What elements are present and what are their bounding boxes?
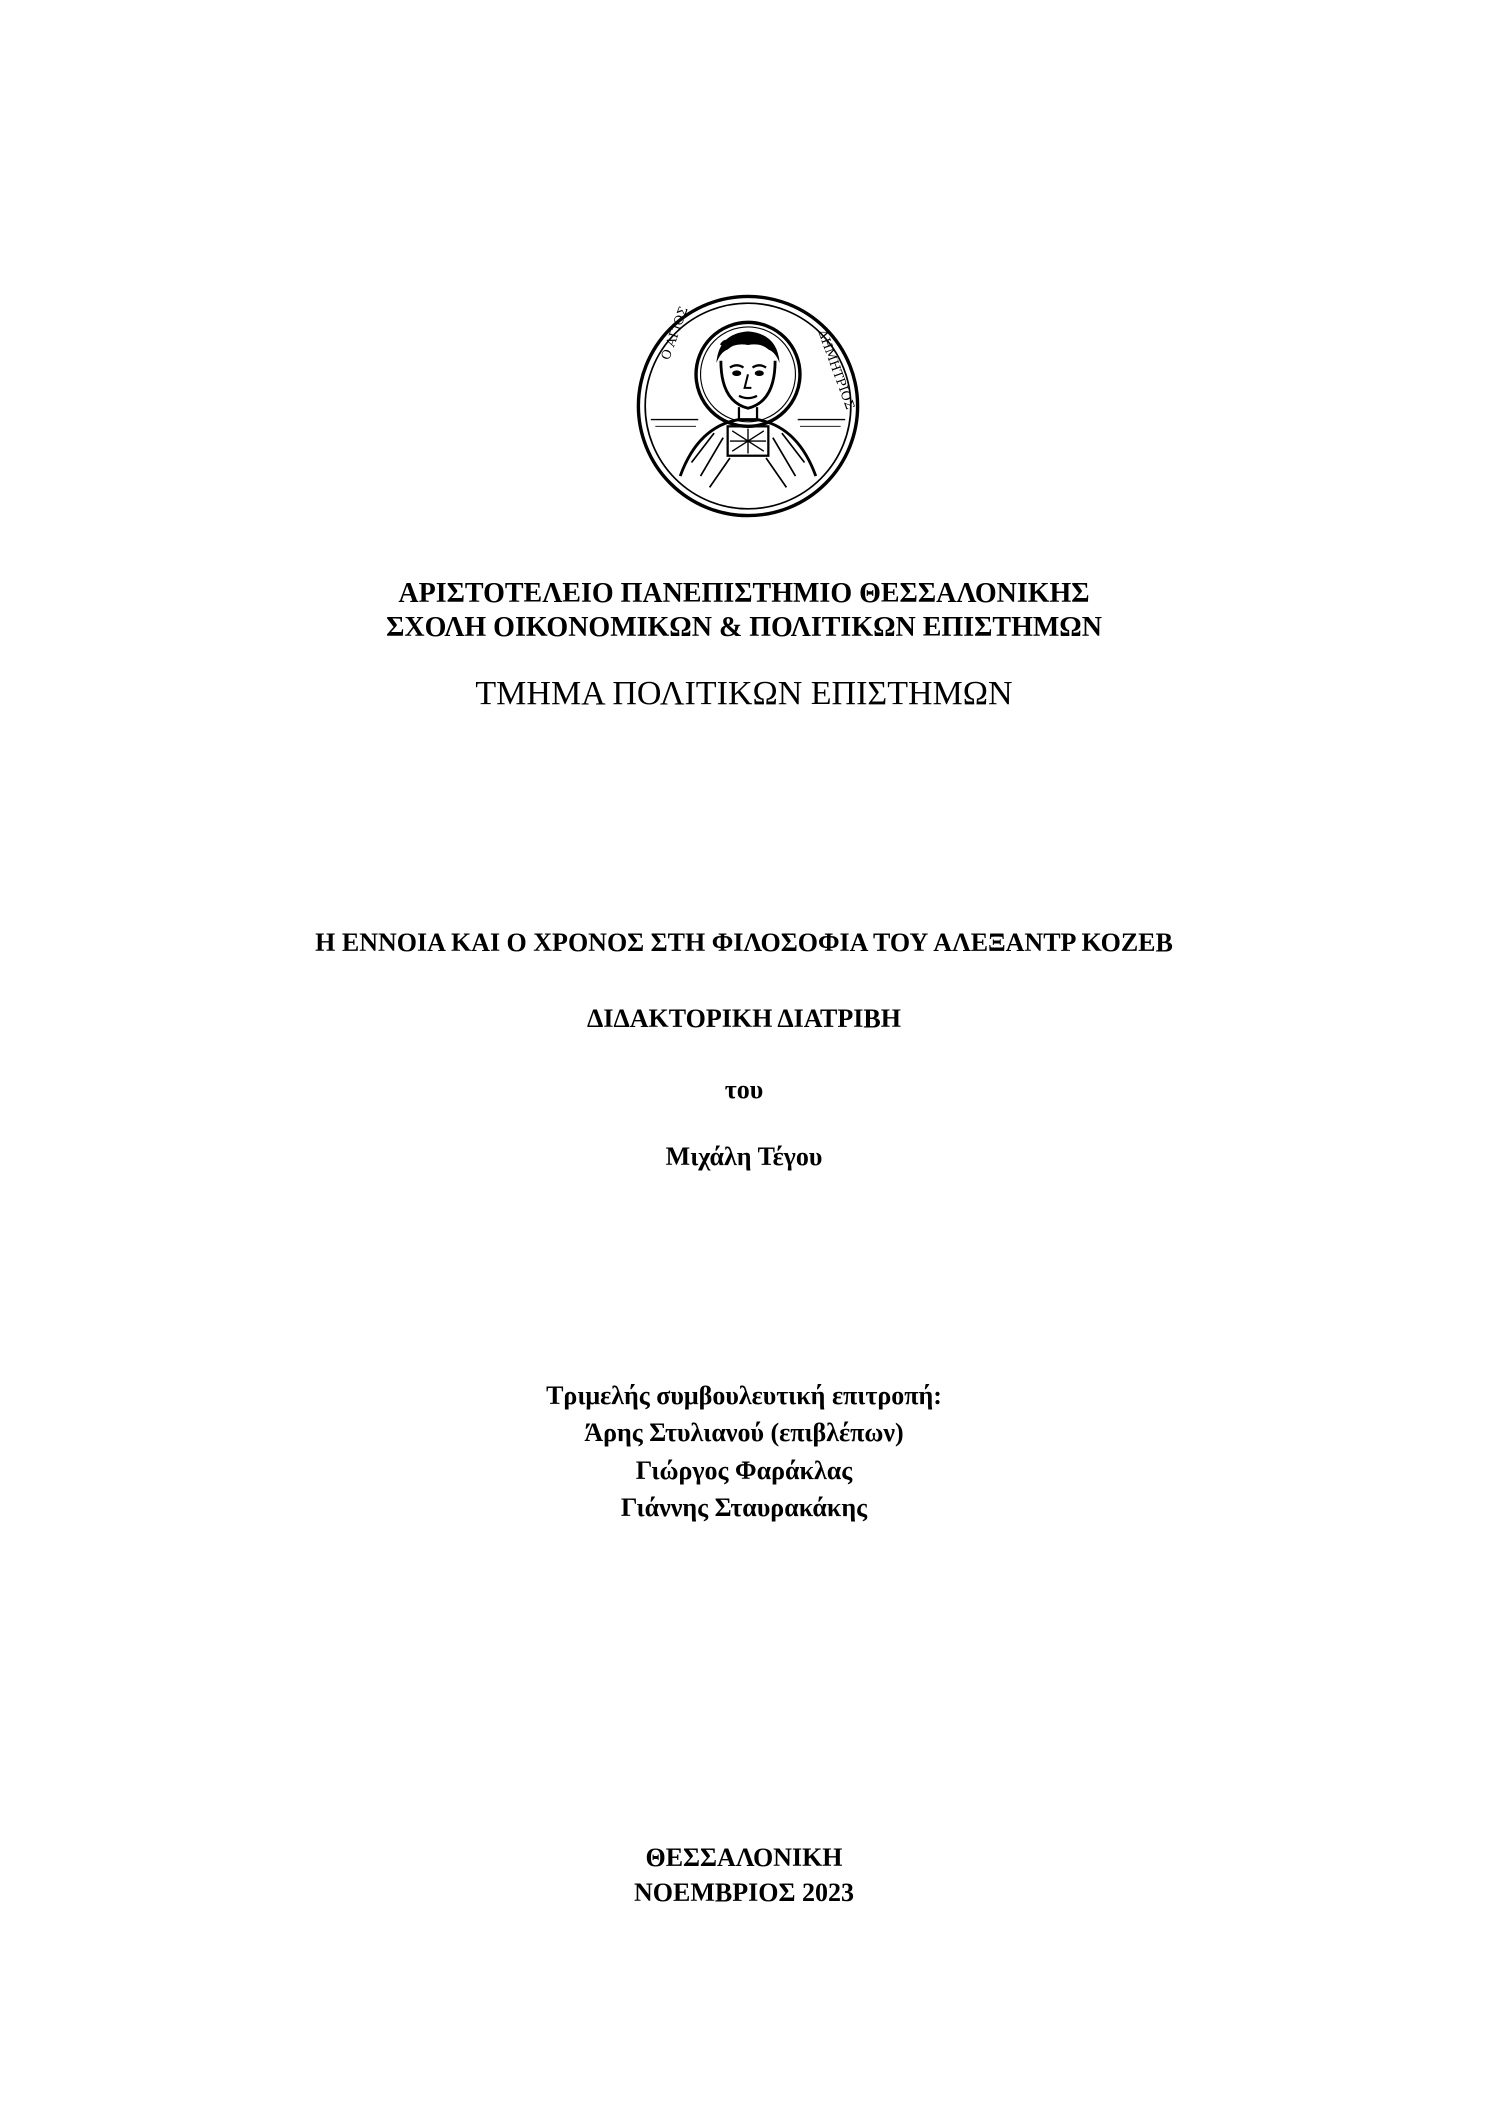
seal-inscription-left: Ο ΑΓΙΟΣ: [657, 304, 691, 362]
seal-inscription-right: ΔΗΜΗΤΡΙΟΣ: [815, 327, 859, 412]
department-name: ΤΜΗΜΑ ΠΟΛΙΤΙΚΩΝ ΕΠΙΣΤΗΜΩΝ: [475, 675, 1013, 712]
committee-member: Άρης Στυλιανού (επιβλέπων): [584, 1418, 904, 1447]
university-name: ΑΡΙΣΤΟΤΕΛΕΙΟ ΠΑΝΕΠΙΣΤΗΜΙΟ ΘΕΣΣΑΛΟΝΙΚΗΣ: [398, 578, 1090, 609]
thesis-title: Η ΕΝΝΟΙΑ ΚΑΙ Ο ΧΡΟΝΟΣ ΣΤΗ ΦΙΛΟΣΟΦΙΑ ΤΟΥ ΑΛΕΞΑΝΤΡ ΚΟΖΕΒ: [315, 928, 1173, 957]
by-word: του: [724, 1075, 764, 1104]
committee-member: Γιάννης Σταυρακάκης: [620, 1493, 868, 1522]
thesis-type: ΔΙΔΑΚΤΟΡΙΚΗ ΔΙΑΤΡΙΒΗ: [587, 1004, 901, 1033]
author-name: Μιχάλη Τέγου: [665, 1142, 823, 1171]
committee-label: Τριμελής συμβουλευτική επιτροπή:: [546, 1381, 942, 1410]
city: ΘΕΣΣΑΛΟΝΙΚΗ: [645, 1843, 843, 1872]
university-seal-icon: [635, 293, 861, 519]
date: ΝΟΕΜΒΡΙΟΣ 2023: [634, 1878, 854, 1907]
committee-member: Γιώργος Φαράκλας: [635, 1456, 853, 1485]
school-name: ΣΧΟΛΗ ΟΙΚΟΝΟΜΙΚΩΝ & ΠΟΛΙΤΙΚΩΝ ΕΠΙΣΤΗΜΩΝ: [386, 612, 1102, 643]
